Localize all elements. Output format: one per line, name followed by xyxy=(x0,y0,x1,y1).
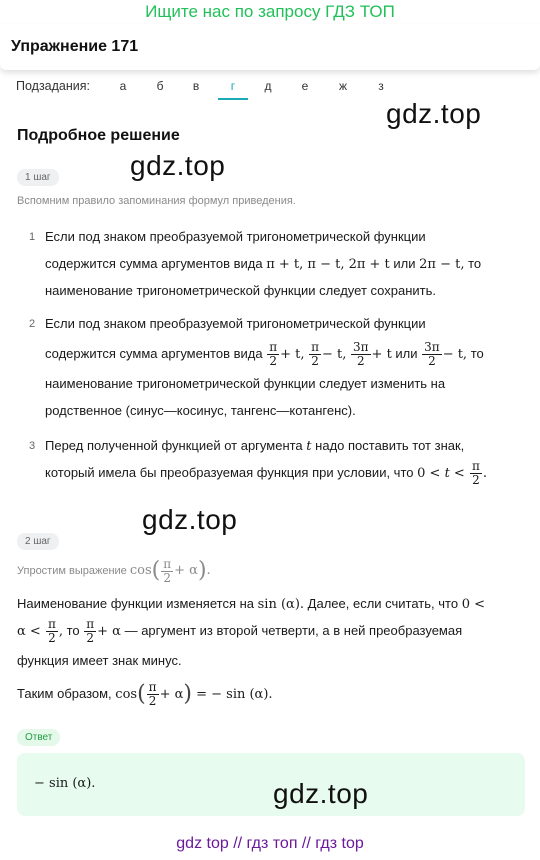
fraction: $\frac{\pi}{2}$ xyxy=(311,340,319,369)
fraction: $\frac{\pi}{2}$ xyxy=(471,459,480,488)
step-hint: Вспомним правило запоминания формул приведения. xyxy=(17,195,296,207)
subtasks-nav xyxy=(16,76,536,100)
rule-text: содержится сумма аргументов вида $\frac{\pi}{2}$ + t, $\frac{\pi}{2}$ − t, $\frac{3\pi}{2}$ + t или $\frac{3\pi}{2}$ − t, то xyxy=(45,340,484,369)
tab-g[interactable]: г xyxy=(230,79,236,93)
tab-zh[interactable]: ж xyxy=(338,79,348,93)
watermark: gdz.top xyxy=(386,98,482,129)
rule-text: содержится сумма аргументов вида π + t, π − t, 2π + t или 2π − t, то xyxy=(45,256,482,272)
solution-text: функция имеет знак минус. xyxy=(17,653,182,668)
step-badge: 1 шаг xyxy=(17,169,59,186)
fraction: $\frac{\pi}{2}$ xyxy=(86,617,95,646)
rule-text: родственное (синус—косинус, тангенс—котангенс). xyxy=(45,403,356,418)
fraction: $\frac{\pi}{2}$ xyxy=(47,617,56,646)
solution-text: Наименование функции изменяется на sin (α). Далее, если считать, что 0 < xyxy=(17,596,485,612)
page-title: Упражнение 171 xyxy=(11,38,139,55)
rule-text: наименование тригонометрической функции следует изменить на xyxy=(45,376,446,391)
watermark: gdz.top xyxy=(273,778,369,809)
fraction: $\frac{\pi}{2}$ xyxy=(269,340,278,369)
list-number: 2 xyxy=(29,318,36,330)
tab-v[interactable]: в xyxy=(192,79,200,93)
active-tab-indicator xyxy=(218,98,248,100)
answer-value: − sin (α). xyxy=(34,776,96,791)
tab-b[interactable]: б xyxy=(156,79,164,93)
list-number: 3 xyxy=(29,440,36,452)
fraction: $\frac{\pi}{2}$ xyxy=(148,680,157,709)
subtasks-label: Подзадания: xyxy=(16,79,91,93)
solution-text: Таким образом, cos( $\frac{\pi}{2}$ + α) = − sin (α). xyxy=(17,680,273,709)
page-header xyxy=(0,24,540,70)
formula: π + t, π − t, 2π + t xyxy=(266,257,390,272)
list-number: 1 xyxy=(29,231,36,243)
rule-text: наименование тригонометрической функции следует сохранить. xyxy=(45,283,436,298)
watermark: gdz.top xyxy=(130,150,226,181)
tab-z[interactable]: з xyxy=(378,79,384,93)
fraction: $\frac{3\pi}{2}$ xyxy=(424,340,440,369)
rule-text: Если под знаком преобразуемой тригонометрической функции xyxy=(45,316,426,331)
rule-text: Перед полученной функцией от аргумента t надо поставить тот знак, xyxy=(45,438,465,454)
rule-text: который имела бы преобразуемая функция при условии, что 0 < t < $\frac{\pi}{2}$ . xyxy=(45,459,487,488)
watermark: gdz.top xyxy=(142,504,238,535)
footer-links: gdz top // гдз топ // гдз top xyxy=(176,835,364,852)
step-badge: 2 шаг xyxy=(17,533,59,550)
fraction: $\frac{3\pi}{2}$ xyxy=(353,340,369,369)
answer-box xyxy=(17,753,525,816)
formula: 2π − t, xyxy=(419,257,465,272)
solution-text: α < $\frac{\pi}{2}$ , то $\frac{\pi}{2}$ + α — аргумент из второй четверти, а в ней преобразуемая xyxy=(17,617,463,646)
rule-text: Если под знаком преобразуемой тригонометрической функции xyxy=(45,229,426,244)
tab-e[interactable]: е xyxy=(301,79,309,93)
tab-a[interactable]: а xyxy=(119,79,127,93)
section-title: Подробное решение xyxy=(17,127,180,144)
tab-d[interactable]: д xyxy=(264,79,272,93)
step-hint: Упростим выражение cos( $\frac{\pi}{2}$ + α). xyxy=(17,556,211,585)
answer-badge: Ответ xyxy=(17,729,60,746)
promo-banner: Ищите нас по запросу ГДЗ ТОП xyxy=(145,2,395,21)
fraction: $\frac{\pi}{2}$ xyxy=(163,556,172,585)
